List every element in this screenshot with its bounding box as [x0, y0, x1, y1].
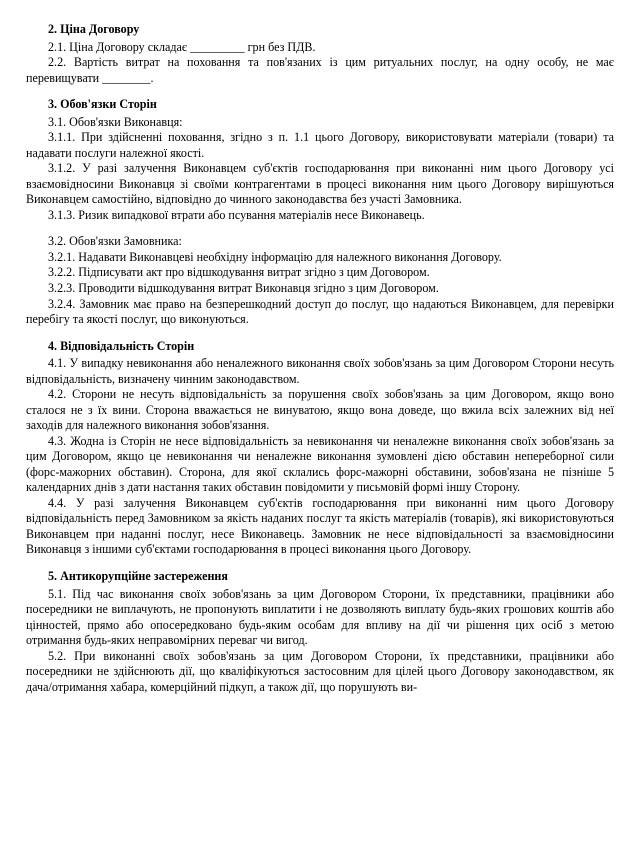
clause-3-2-1: 3.2.1. Надавати Виконавцеві необхідну інформацію для належного виконання Договору. [48, 249, 502, 264]
block-spacer [26, 223, 614, 234]
section-heading-2: 2. Ціна Договору [48, 22, 140, 36]
clause-3-1-2: 3.1.2. У разі залучення Виконавцем суб'єктів господарювання при виконанні ним цього Договору усі взаємовідносини Виконавця зі своїми контрагентами в процесі виконання ним цього Договору вирішуються Виконавцем самостійно, відповідно до чинного законодавства без участі Замовника. [26, 161, 614, 207]
block-spacer [26, 86, 614, 97]
clause-4-2: 4.2. Сторони не несуть відповідальність за порушення своїх зобов'язань за цим Договором, якщо воно сталося не з їх вини. Сторона вважається не винуватою, якщо вона доведе, що вжила всіх залежних від неї заходів для належного виконання зобов'язання. [26, 387, 614, 433]
clause-2-2: 2.2. Вартість витрат на поховання та пов'язаних із цим ритуальних послуг, на одну особу, не має перевищувати ________. [26, 55, 614, 85]
clause-3-2-2: 3.2.2. Підписувати акт про відшкодування витрат згідно з цим Договором. [48, 265, 430, 280]
clause-3-1-1: 3.1.1. При здійсненні поховання, згідно з п. 1.1 цього Договору, використовувати матеріали (товари) та надавати послуги належної якості. [26, 130, 614, 160]
clause-2-1: 2.1. Ціна Договору складає _________ грн без ПДВ. [48, 39, 316, 54]
clause-3-2: 3.2. Обов'язки Замовника: [48, 234, 182, 249]
section-heading-4: 4. Відповідальність Сторін [48, 338, 195, 353]
section-heading-5: 5. Антикорупційне застереження [48, 569, 228, 583]
block-spacer [26, 558, 614, 569]
clause-3-2-3: 3.2.3. Проводити відшкодування витрат Виконавця згідно з цим Договором. [48, 280, 439, 295]
clause-4-4: 4.4. У разі залучення Виконавцем суб'єктів господарювання при виконанні ним цього Договору відповідальність перед Замовником за якість наданих послуг та якість матеріалів (товарів), які використовуються Виконавцем при наданні послуг, несе Виконавець. Замовник не несе відповідальності за взаємовідносини Виконавця з іншими суб'єктами господарювання в процесі виконання цього Договору. [26, 495, 614, 557]
clause-4-3: 4.3. Жодна із Сторін не несе відповідальність за невиконання чи неналежне виконання своїх зобов'язань за цим Договором, якщо це невиконання чи неналежне виконання зумовлені дією обставин непереборної сили (форс-мажорних обставин). Сторона, для якої склались форс-мажорні обставини, зобов'язана не пізніше 5 календарних днів з дати настання таких обставин повідомити у письмовій формі іншу Сторону. [26, 433, 614, 495]
clause-5-2: 5.2. При виконанні своїх зобов'язань за цим Договором Сторони, їх представники, працівники або посередники не здійснюють дії, що кваліфікуються застосовним для цілей цього Договору законодавством, як дача/отримання хабара, комерційний підкуп, а також дії, що порушують ви- [26, 648, 614, 694]
clause-4-1: 4.1. У випадку невиконання або неналежного виконання своїх зобов'язань за цим Договором Сторони несуть відповідальність, визначену чинним законодавством. [26, 356, 614, 386]
clause-3-2-4: 3.2.4. Замовник має право на безперешкодний доступ до послуг, що надаються Виконавцем, для перевірки перебігу та якості послуг, що виконуються. [26, 296, 614, 327]
document-body [26, 22, 614, 695]
clause-3-1-3: 3.1.3. Ризик випадкової втрати або псування матеріалів несе Виконавець. [48, 207, 425, 222]
section-heading-3: 3. Обов'язки Сторін [48, 97, 157, 112]
clause-3-1: 3.1. Обов'язки Виконавця: [48, 114, 183, 129]
block-spacer [26, 328, 614, 339]
clause-5-1: 5.1. Під час виконання своїх зобов'язань за цим Договором Сторони, їх представники, працівники або посередники не виплачують, не пропонують виплатити і не дозволяють виплату будь-яких грошових коштів або цінностей, прямо або опосередковано будь-яким особам для впливу на дії чи рішення цих осіб з метою отримання будь-яких неправомірних переваг чи вигод. [26, 586, 614, 648]
